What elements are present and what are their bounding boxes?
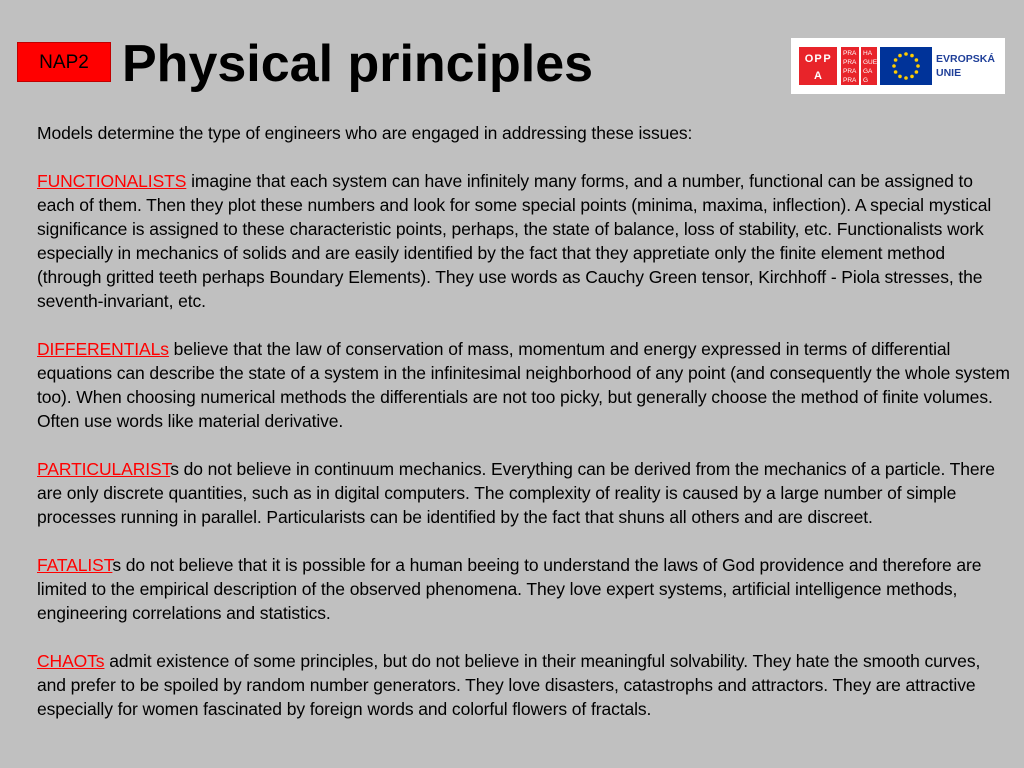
paragraph-chaots — [37, 649, 1011, 721]
paragraph-text: s do not believe that it is possible for a human beeing to understand the laws of God providence and therefore are limited to the empirical description of the observed phenomena. They love expert systems, artificial intelligence methods, engineering correlations and statistics. — [37, 555, 982, 623]
paragraph-particularists — [37, 457, 1011, 529]
ha-line: GA — [863, 68, 873, 75]
paragraph-text: admit existence of some principles, but do not believe in their meaningful solvability. They hate the smooth curves, and prefer to be spoiled by random number generators. They love disasters, catastrophs and attractors. They are attractive especially for women fascinated by foreign words and colorful flowers of fractals. — [37, 651, 981, 719]
term-link-particularists[interactable]: PARTICULARIST — [37, 459, 171, 479]
oppa-eu-logo — [791, 38, 1005, 94]
term-link-differentials[interactable]: DIFFERENTIALs — [37, 339, 169, 359]
slide-title: Physical principles — [122, 35, 594, 93]
paragraph-text: imagine that each system can have infinitely many forms, and a number, functional can be assigned to each of them. Then they plot these numbers and look for some special points (minima, maxima, inflection). A special mystical significance is assigned to these characteristic points, perhaps, the state of balance, loss of stability, etc. Functionalists work especially in mechanics of solids and are easily identified by the fact that they appretiate only the finite element method (through gritted teeth perhaps Boundary Elements). They use words as Cauchy Green tensor, Kirchhoff - Piola stresses, the seventh-invariant, etc. — [37, 171, 992, 311]
oppa-letter: P — [823, 53, 831, 65]
paragraph-text: believe that the law of conservation of mass, momentum and energy expressed in terms of differential equations can describe the state of a system in the infinitesimal neighborhood of any point (and consequently the whole system too). When choosing numerical methods the differentials are not too picky, but generally choose the method of finite volumes. Often use words like material derivative. — [37, 339, 1010, 431]
term-link-functionalists[interactable]: FUNCTIONALISTS — [37, 171, 187, 191]
slide-body — [37, 121, 1011, 745]
praha-line: PRA — [843, 77, 857, 84]
oppa-letter: P — [814, 53, 822, 65]
oppa-letter: O — [804, 53, 814, 65]
term-link-fatalists[interactable]: FATALIST — [37, 555, 113, 575]
ha-line: HA — [863, 50, 873, 57]
eu-text-line1: EVROPSKÁ — [936, 53, 995, 65]
paragraph-fatalists — [37, 553, 1011, 625]
paragraph-text: s do not believe in continuum mechanics. Everything can be derived from the mechanics of a particle. There are only discrete quantities, such as in digital computers. The complexity of reality is caused by a large number of simple processes running in parallel. Particularists can be identified by the fact that shuns all others and are discreet. — [37, 459, 995, 527]
oppa-letter: A — [814, 70, 822, 82]
eu-text-line2: UNIE — [936, 67, 962, 79]
term-link-chaots[interactable]: CHAOTs — [37, 651, 105, 671]
paragraph-functionalists — [37, 169, 1011, 313]
slide-badge: NAP2 — [17, 42, 111, 82]
intro-paragraph: Models determine the type of engineers who are engaged in addressing these issues: — [37, 123, 693, 143]
praha-line: PRA — [843, 68, 857, 75]
ha-line: GUE — [863, 59, 878, 66]
paragraph-differentials — [37, 337, 1011, 433]
praha-line: PRA — [843, 59, 857, 66]
praha-line: PRA — [843, 50, 857, 57]
ha-line: G — [863, 77, 869, 84]
